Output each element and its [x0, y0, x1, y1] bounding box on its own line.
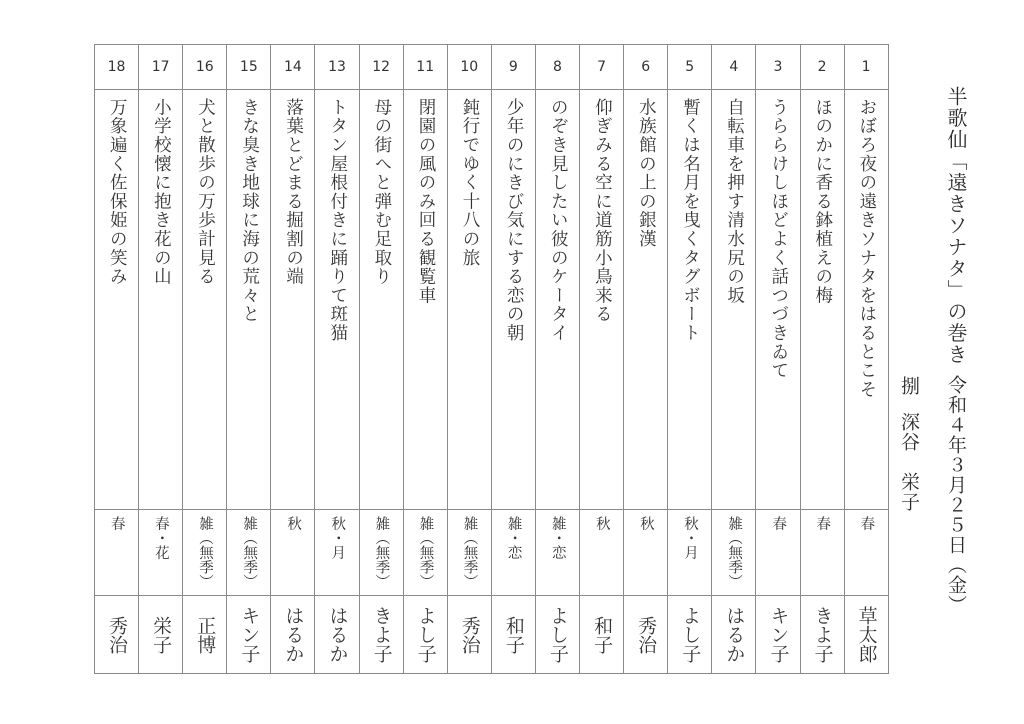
- author-name: よし子: [679, 606, 702, 663]
- verse-cell: [95, 90, 139, 510]
- season-label: 雑（無季）: [461, 516, 478, 589]
- verse-text: 犬と散歩の万歩計見る: [195, 98, 216, 286]
- scribe-credit: [896, 376, 923, 512]
- author-name: 草太郎: [855, 606, 878, 663]
- season-label: 雑・恋: [505, 516, 522, 560]
- verse-cell: [139, 90, 183, 510]
- verse-number: 8: [535, 45, 579, 90]
- verse-cell: [580, 90, 624, 510]
- author-cell: [712, 596, 756, 674]
- verse-number: 15: [227, 45, 271, 90]
- author-name: はるか: [282, 606, 305, 663]
- document-title: 半歌仙「遠きソナタ」の巻き: [944, 86, 968, 366]
- season-label: 雑（無季）: [726, 516, 743, 589]
- verse-number: 6: [624, 45, 668, 90]
- season-label: 秋: [637, 516, 654, 531]
- verse-number: 16: [183, 45, 227, 90]
- season-label: 雑（無季）: [241, 516, 258, 589]
- author-cell: [183, 596, 227, 674]
- author-cell: [756, 596, 800, 674]
- session-date: 令和４年３月２５日（金）: [945, 375, 967, 615]
- verse-cell: [668, 90, 712, 510]
- season-cell: [580, 510, 624, 596]
- season-cell: [712, 510, 756, 596]
- season-cell: [359, 510, 403, 596]
- verse-text: ほのかに香る鉢植えの梅: [812, 98, 833, 305]
- scribe-role: 捌: [898, 376, 920, 396]
- author-cell: [800, 596, 844, 674]
- author-cell: [227, 596, 271, 674]
- season-cell: [491, 510, 535, 596]
- author-name: 栄子: [150, 615, 173, 654]
- author-cell: [491, 596, 535, 674]
- verse-number: 18: [95, 45, 139, 90]
- season-cell: [183, 510, 227, 596]
- verse-text: トタン屋根付きに踊りて斑猫: [327, 98, 348, 343]
- verse-text: 小学校懐に抱き花の山: [151, 98, 172, 286]
- verse-number: 7: [580, 45, 624, 90]
- verse-cell: [403, 90, 447, 510]
- author-cell: [447, 596, 491, 674]
- verse-number: 9: [491, 45, 535, 90]
- verse-text: きな臭き地球に海の荒々と: [239, 98, 260, 324]
- season-label: 雑（無季）: [417, 516, 434, 589]
- verse-cell: [359, 90, 403, 510]
- season-label: 春・花: [152, 516, 169, 560]
- author-cell: [403, 596, 447, 674]
- author-cell: [580, 596, 624, 674]
- author-cell: [535, 596, 579, 674]
- verse-text: 母の街へと弾む足取り: [371, 98, 392, 286]
- season-label: 春: [108, 516, 125, 531]
- season-label: 秋: [593, 516, 610, 531]
- author-cell: [315, 596, 359, 674]
- verse-cell: [315, 90, 359, 510]
- verse-cell: [712, 90, 756, 510]
- verse-cell: [491, 90, 535, 510]
- verse-number-row: [95, 45, 889, 90]
- verse-number: 3: [756, 45, 800, 90]
- season-label: 春: [814, 516, 831, 531]
- verse-cell: [844, 90, 888, 510]
- season-cell: [227, 510, 271, 596]
- season-label: 秋・月: [329, 516, 346, 560]
- verse-number: 2: [800, 45, 844, 90]
- author-name: 秀治: [458, 615, 481, 654]
- author-cell: [844, 596, 888, 674]
- author-name: はるか: [723, 606, 746, 663]
- author-name: よし子: [546, 606, 569, 663]
- season-cell: [403, 510, 447, 596]
- author-cell: [624, 596, 668, 674]
- verse-text: のぞき見したい彼のケータイ: [548, 98, 569, 343]
- verse-text: 閉園の風のみ回る観覧車: [415, 98, 436, 305]
- verse-text: おぼろ夜の遠きソナタをはるとこそ: [856, 98, 877, 399]
- verse-cell: [447, 90, 491, 510]
- verse-number: 14: [271, 45, 315, 90]
- season-row: [95, 510, 889, 596]
- author-name: 和子: [591, 615, 614, 654]
- author-cell: [359, 596, 403, 674]
- season-label: 雑・恋: [549, 516, 566, 560]
- verse-number: 11: [403, 45, 447, 90]
- season-label: 春: [770, 516, 787, 531]
- verse-cell: [183, 90, 227, 510]
- verse-number: 1: [844, 45, 888, 90]
- verse-cell: [271, 90, 315, 510]
- season-cell: [271, 510, 315, 596]
- author-cell: [271, 596, 315, 674]
- season-label: 春: [858, 516, 875, 531]
- author-name: よし子: [414, 606, 437, 663]
- verse-text-row: [95, 90, 889, 510]
- verse-cell: [800, 90, 844, 510]
- verse-number: 13: [315, 45, 359, 90]
- season-label: 秋・月: [682, 516, 699, 560]
- season-cell: [95, 510, 139, 596]
- season-cell: [756, 510, 800, 596]
- verse-number: 4: [712, 45, 756, 90]
- author-name: 和子: [502, 615, 525, 654]
- verse-number: 5: [668, 45, 712, 90]
- author-name: キン子: [767, 606, 790, 663]
- verse-cell: [624, 90, 668, 510]
- verse-text: 万象遍く佐保姫の笑み: [107, 98, 128, 286]
- author-name: 秀治: [106, 615, 129, 654]
- verse-cell: [756, 90, 800, 510]
- season-label: 雑（無季）: [196, 516, 213, 589]
- verse-text: 鈍行でゆく十八の旅: [460, 98, 481, 268]
- verse-text: 落葉とどまる掘割の端: [283, 98, 304, 286]
- verse-text: 自転車を押す清水尻の坂: [724, 98, 745, 305]
- season-cell: [800, 510, 844, 596]
- season-cell: [535, 510, 579, 596]
- verse-cell: [227, 90, 271, 510]
- author-cell: [95, 596, 139, 674]
- season-cell: [624, 510, 668, 596]
- verse-text: 少年のにきび気にする恋の朝: [504, 98, 525, 343]
- scribe-name: 深谷 栄子: [898, 412, 920, 512]
- verse-number: 12: [359, 45, 403, 90]
- author-cell: [139, 596, 183, 674]
- verse-number: 10: [447, 45, 491, 90]
- author-cell: [668, 596, 712, 674]
- season-label: 雑（無季）: [373, 516, 390, 589]
- season-cell: [139, 510, 183, 596]
- season-cell: [844, 510, 888, 596]
- season-cell: [668, 510, 712, 596]
- author-name: きよ子: [370, 606, 393, 663]
- verse-number: 17: [139, 45, 183, 90]
- author-row: [95, 596, 889, 674]
- verse-table: [94, 44, 889, 674]
- season-label: 秋: [285, 516, 302, 531]
- verse-text: 水族館の上の銀漢: [636, 98, 657, 249]
- author-name: キン子: [238, 606, 261, 663]
- verse-text: 仰ぎみる空に道筋小鳥来る: [592, 98, 613, 324]
- verse-cell: [535, 90, 579, 510]
- verse-text: うららけしほどよく話つづきゐて: [768, 98, 789, 380]
- author-name: きよ子: [811, 606, 834, 663]
- author-name: 秀治: [635, 615, 658, 654]
- verse-text: 暫くは名月を曳くタグボート: [680, 98, 701, 343]
- author-name: 正博: [194, 615, 217, 654]
- author-name: はるか: [326, 606, 349, 663]
- season-cell: [447, 510, 491, 596]
- season-cell: [315, 510, 359, 596]
